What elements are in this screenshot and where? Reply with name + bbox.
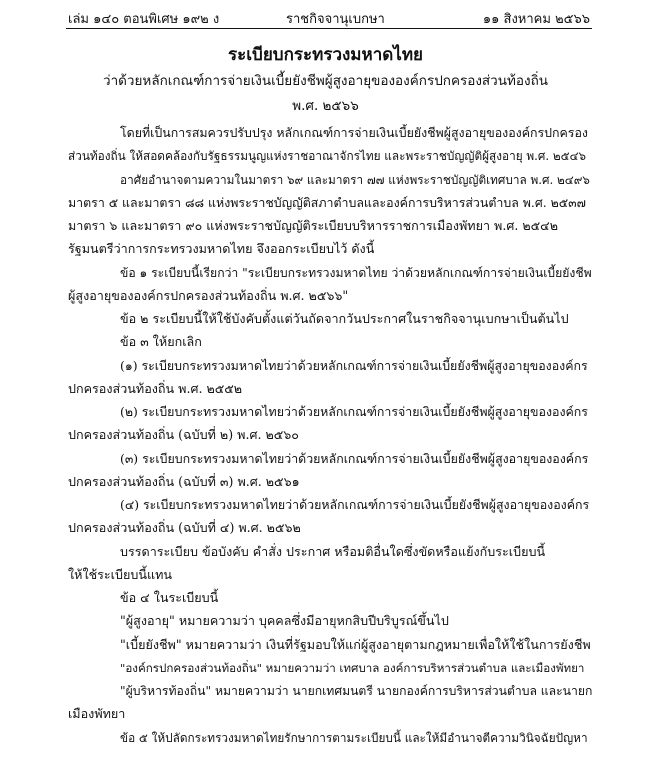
body-line: (๑) ระเบียบกระทรวงมหาดไทยว่าด้วยหลักเกณฑ์การจ่ายเงินเบี้ยยังชีพผู้สูงอายุขององค์กร [120, 357, 588, 373]
body-line: รัฐมนตรีว่าการกระทรวงมหาดไทย จึงออกระเบียบไว้ ดังนี้ [68, 241, 375, 257]
header-rule [66, 28, 592, 29]
body-line: ปกครองส่วนท้องถิ่น (ฉบับที่ ๓) พ.ศ. ๒๕๖๑ [68, 473, 300, 489]
header-volume: เล่ม ๑๔๐ ตอนพิเศษ ๑๙๒ ง [68, 12, 220, 27]
body-line: ผู้สูงอายุขององค์กรปกครองส่วนท้องถิ่น พ.ศ. ๒๕๖๖" [68, 287, 349, 303]
header-date: ๑๑ สิงหาคม ๒๕๖๖ [482, 12, 590, 27]
body-line: เมืองพัทยา [68, 706, 126, 722]
body-line: "เบี้ยยังชีพ" หมายความว่า เงินที่รัฐมอบให้แก่ผู้สูงอายุตามกฎหมายเพื่อให้ใช้ในการยังชีพ [120, 636, 591, 652]
body-line: มาตรา ๖ และมาตรา ๙๐ แห่งพระราชบัญญัติระเบียบบริหารราชการเมืองพัทยา พ.ศ. ๒๕๔๒ [68, 218, 558, 234]
body-line: (๓) ระเบียบกระทรวงมหาดไทยว่าด้วยหลักเกณฑ์การจ่ายเงินเบี้ยยังชีพผู้สูงอายุขององค์กร [120, 450, 589, 466]
body-line: ข้อ ๑ ระเบียบนี้เรียกว่า "ระเบียบกระทรวงมหาดไทย ว่าด้วยหลักเกณฑ์การจ่ายเงินเบี้ยยังชีพ [120, 265, 592, 280]
body-line: ปกครองส่วนท้องถิ่น (ฉบับที่ ๒) พ.ศ. ๒๕๖๐ [68, 427, 299, 443]
body-line: ข้อ ๕ ให้ปลัดกระทรวงมหาดไทยรักษาการตามระเบียบนี้ และให้มีอำนาจตีความวินิจฉัยปัญหา [120, 730, 588, 745]
page-header [68, 8, 590, 28]
body-line: ปกครองส่วนท้องถิ่น (ฉบับที่ ๔) พ.ศ. ๒๕๖๒ [68, 520, 301, 536]
body-line: "ผู้สูงอายุ" หมายความว่า บุคคลซึ่งมีอายุหกสิบปีบริบูรณ์ขึ้นไป [120, 613, 449, 629]
body-line: "องค์กรปกครองส่วนท้องถิ่น" หมายความว่า เทศบาล องค์การบริหารส่วนตำบล และเมืองพัทยา [120, 660, 585, 675]
body-line: อาศัยอำนาจตามความในมาตรา ๖๙ และมาตรา ๗๗ แห่งพระราชบัญญัติเทศบาล พ.ศ. ๒๔๙๖ [120, 172, 590, 187]
body-line: ให้ใช้ระเบียบนี้แทน [68, 566, 172, 582]
body-line: (๒) ระเบียบกระทรวงมหาดไทยว่าด้วยหลักเกณฑ์การจ่ายเงินเบี้ยยังชีพผู้สูงอายุขององค์กร [120, 404, 588, 420]
header-gazette-name: ราชกิจจานุเบกษา [286, 12, 385, 27]
body-line: ข้อ ๔ ในระเบียบนี้ [120, 590, 219, 606]
body-line: บรรดาระเบียบ ข้อบังคับ คำสั่ง ประกาศ หรือมติอื่นใดซึ่งขัดหรือแย้งกับระเบียบนี้ [120, 543, 546, 559]
body-line: โดยที่เป็นการสมควรปรับปรุง หลักเกณฑ์การจ่ายเงินเบี้ยยังชีพผู้สูงอายุขององค์กรปกครอง [120, 125, 588, 140]
body-line: มาตรา ๕ และมาตรา ๘๘ แห่งพระราชบัญญัติสภาตำบลและองค์การบริหารส่วนตำบล พ.ศ. ๒๕๓๗ [68, 194, 586, 210]
body-line: ปกครองส่วนท้องถิ่น พ.ศ. ๒๕๕๒ [68, 380, 243, 396]
body-line: "ผู้บริหารท้องถิ่น" หมายความว่า นายกเทศมนตรี นายกองค์การบริหารส่วนตำบล และนายก [120, 684, 593, 699]
document-subtitle: ว่าด้วยหลักเกณฑ์การจ่ายเงินเบี้ยยังชีพผู้สูงอายุขององค์กรปกครองส่วนท้องถิ่น [103, 73, 548, 89]
document-year: พ.ศ. ๒๕๖๖ [292, 98, 359, 114]
body-line: ข้อ ๒ ระเบียบนี้ให้ใช้บังคับตั้งแต่วันถัดจากวันประกาศในราชกิจจานุเบกษาเป็นต้นไป [120, 311, 569, 327]
document-title: ระเบียบกระทรวงมหาดไทย [227, 45, 424, 65]
body-line: (๔) ระเบียบกระทรวงมหาดไทยว่าด้วยหลักเกณฑ์การจ่ายเงินเบี้ยยังชีพผู้สูงอายุขององค์กร [120, 497, 590, 513]
body-line: ข้อ ๓ ให้ยกเลิก [120, 334, 202, 350]
body-line: ส่วนท้องถิ่น ให้สอดคล้องกับรัฐธรรมนูญแห่งราชอาณาจักรไทย และพระราชบัญญัติผู้สูงอายุ พ.ศ. ๒๕๔๖ [68, 149, 587, 164]
